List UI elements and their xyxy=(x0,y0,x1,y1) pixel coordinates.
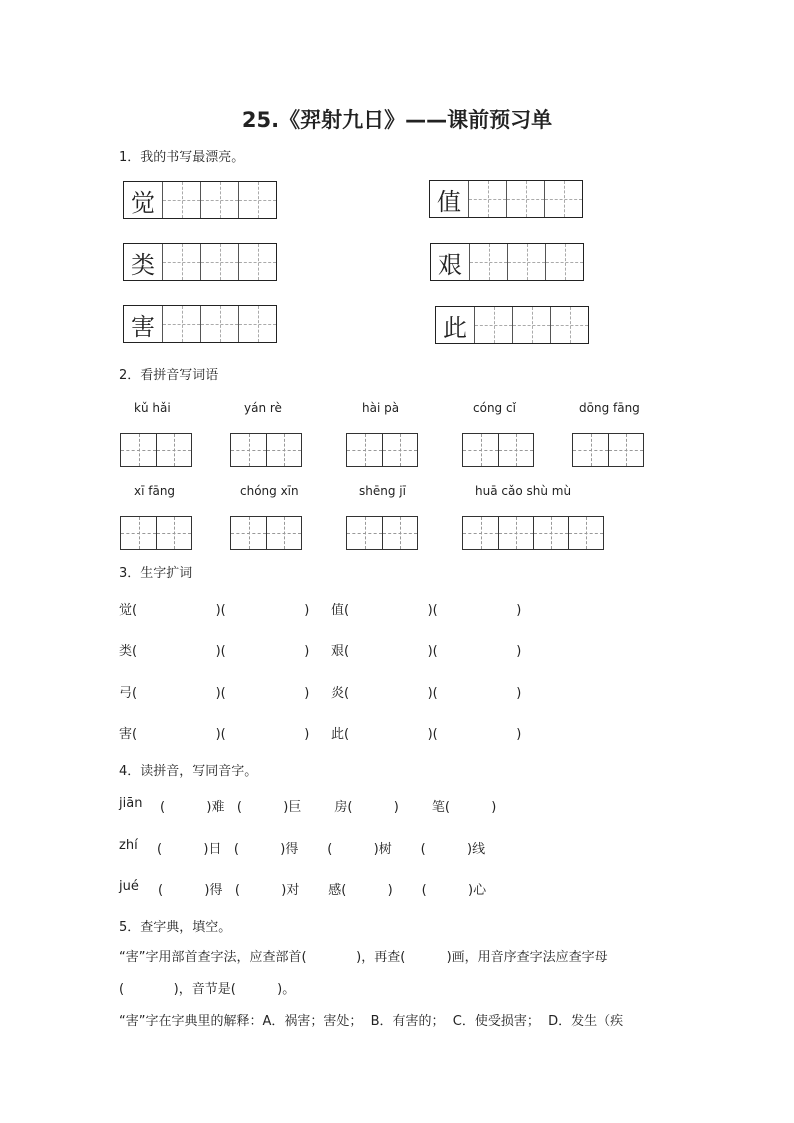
expand-word-item[interactable]: 艰( )( ) xyxy=(331,644,522,659)
question-3-label: 3．生字扩词 xyxy=(119,566,193,581)
expand-word-item[interactable]: 害( )( ) xyxy=(119,727,310,742)
question-4-label: 4．读拼音，写同音字。 xyxy=(119,764,258,779)
homophone-pinyin: zhí xyxy=(119,838,138,853)
writing-cell[interactable] xyxy=(162,306,200,342)
homophone-row[interactable]: ( )得 ( )对 感( ) ( )心 xyxy=(158,883,487,898)
writing-cell[interactable] xyxy=(474,307,512,343)
answer-boxes[interactable] xyxy=(462,433,534,467)
writing-row-3[interactable] xyxy=(123,243,277,281)
pinyin-label: shēng jī xyxy=(359,484,406,498)
char: 炎 xyxy=(331,686,345,701)
pinyin-label: yán rè xyxy=(244,401,282,415)
answer-boxes[interactable] xyxy=(346,433,418,467)
char: 弓 xyxy=(119,686,133,701)
writing-row-4[interactable] xyxy=(430,243,584,281)
dictionary-fill-line-2[interactable]: ( )，音节是( )。 xyxy=(119,982,296,997)
model-char: 害 xyxy=(131,312,155,341)
char: 此 xyxy=(331,727,345,742)
page-title: 25.《羿射九日》——课前预习单 xyxy=(241,108,553,132)
char: 觉 xyxy=(119,603,133,618)
dictionary-definition-line: “害”字在字典里的解释：A．祸害；害处； B．有害的； C．使受损害； D．发生（疾 xyxy=(119,1014,624,1029)
writing-cell[interactable] xyxy=(162,182,200,218)
homophone-row[interactable]: ( )日 ( )得 ( )树 ( )线 xyxy=(157,842,486,857)
writing-cell[interactable] xyxy=(507,244,545,280)
writing-cell[interactable] xyxy=(238,306,276,342)
answer-boxes[interactable] xyxy=(230,516,302,550)
model-char: 值 xyxy=(437,187,461,216)
writing-cell[interactable] xyxy=(162,244,200,280)
homophone-row[interactable]: ( )难 ( )巨 房( ) 笔( ) xyxy=(160,800,497,815)
writing-cell[interactable] xyxy=(200,244,238,280)
writing-cell[interactable] xyxy=(468,181,506,217)
pinyin-label: huā cǎo shù mù xyxy=(475,484,572,498)
writing-cell[interactable] xyxy=(238,182,276,218)
writing-row-1[interactable] xyxy=(123,181,277,219)
expand-word-item[interactable]: 值( )( ) xyxy=(331,603,522,618)
writing-row-2[interactable] xyxy=(429,180,583,218)
pinyin-label: xī fāng xyxy=(134,484,176,498)
writing-row-6[interactable] xyxy=(435,306,589,344)
char: 类 xyxy=(119,644,133,659)
dictionary-fill-line-1[interactable]: “害”字用部首查字法，应查部首( )，再查( )画，用音序查字法应查字母 xyxy=(119,950,608,965)
answer-boxes[interactable] xyxy=(572,433,644,467)
writing-cell[interactable] xyxy=(506,181,544,217)
writing-cell[interactable] xyxy=(544,181,582,217)
answer-boxes[interactable] xyxy=(346,516,418,550)
answer-boxes[interactable] xyxy=(120,433,192,467)
writing-row-5[interactable] xyxy=(123,305,277,343)
model-char: 艰 xyxy=(438,250,462,279)
homophone-pinyin: jué xyxy=(119,879,139,894)
model-char: 觉 xyxy=(131,188,155,217)
writing-cell[interactable] xyxy=(545,244,583,280)
answer-boxes[interactable] xyxy=(230,433,302,467)
pinyin-label: cóng cǐ xyxy=(473,401,516,415)
pinyin-label: dōng fāng xyxy=(579,401,640,415)
char: 害 xyxy=(119,727,133,742)
pinyin-label: hài pà xyxy=(362,401,400,415)
expand-word-item[interactable]: 弓( )( ) xyxy=(119,686,310,701)
writing-cell[interactable] xyxy=(512,307,550,343)
question-1-label: 1．我的书写最漂亮。 xyxy=(119,150,245,165)
question-2-label: 2．看拼音写词语 xyxy=(119,368,219,383)
homophone-pinyin: jiān xyxy=(119,796,143,811)
expand-word-item[interactable]: 炎( )( ) xyxy=(331,686,522,701)
expand-word-item[interactable]: 此( )( ) xyxy=(331,727,522,742)
model-char: 类 xyxy=(131,250,155,279)
writing-cell[interactable] xyxy=(238,244,276,280)
writing-cell[interactable] xyxy=(200,182,238,218)
writing-cell[interactable] xyxy=(469,244,507,280)
model-char: 此 xyxy=(443,313,467,342)
expand-word-item[interactable]: 觉( )( ) xyxy=(119,603,310,618)
pinyin-label: kǔ hǎi xyxy=(134,401,171,415)
writing-cell[interactable] xyxy=(550,307,588,343)
pinyin-label: chóng xīn xyxy=(240,484,299,498)
char: 值 xyxy=(331,603,345,618)
char: 艰 xyxy=(331,644,345,659)
expand-word-item[interactable]: 类( )( ) xyxy=(119,644,310,659)
question-5-label: 5．查字典，填空。 xyxy=(119,920,232,935)
answer-boxes[interactable] xyxy=(462,516,604,550)
writing-cell[interactable] xyxy=(200,306,238,342)
answer-boxes[interactable] xyxy=(120,516,192,550)
